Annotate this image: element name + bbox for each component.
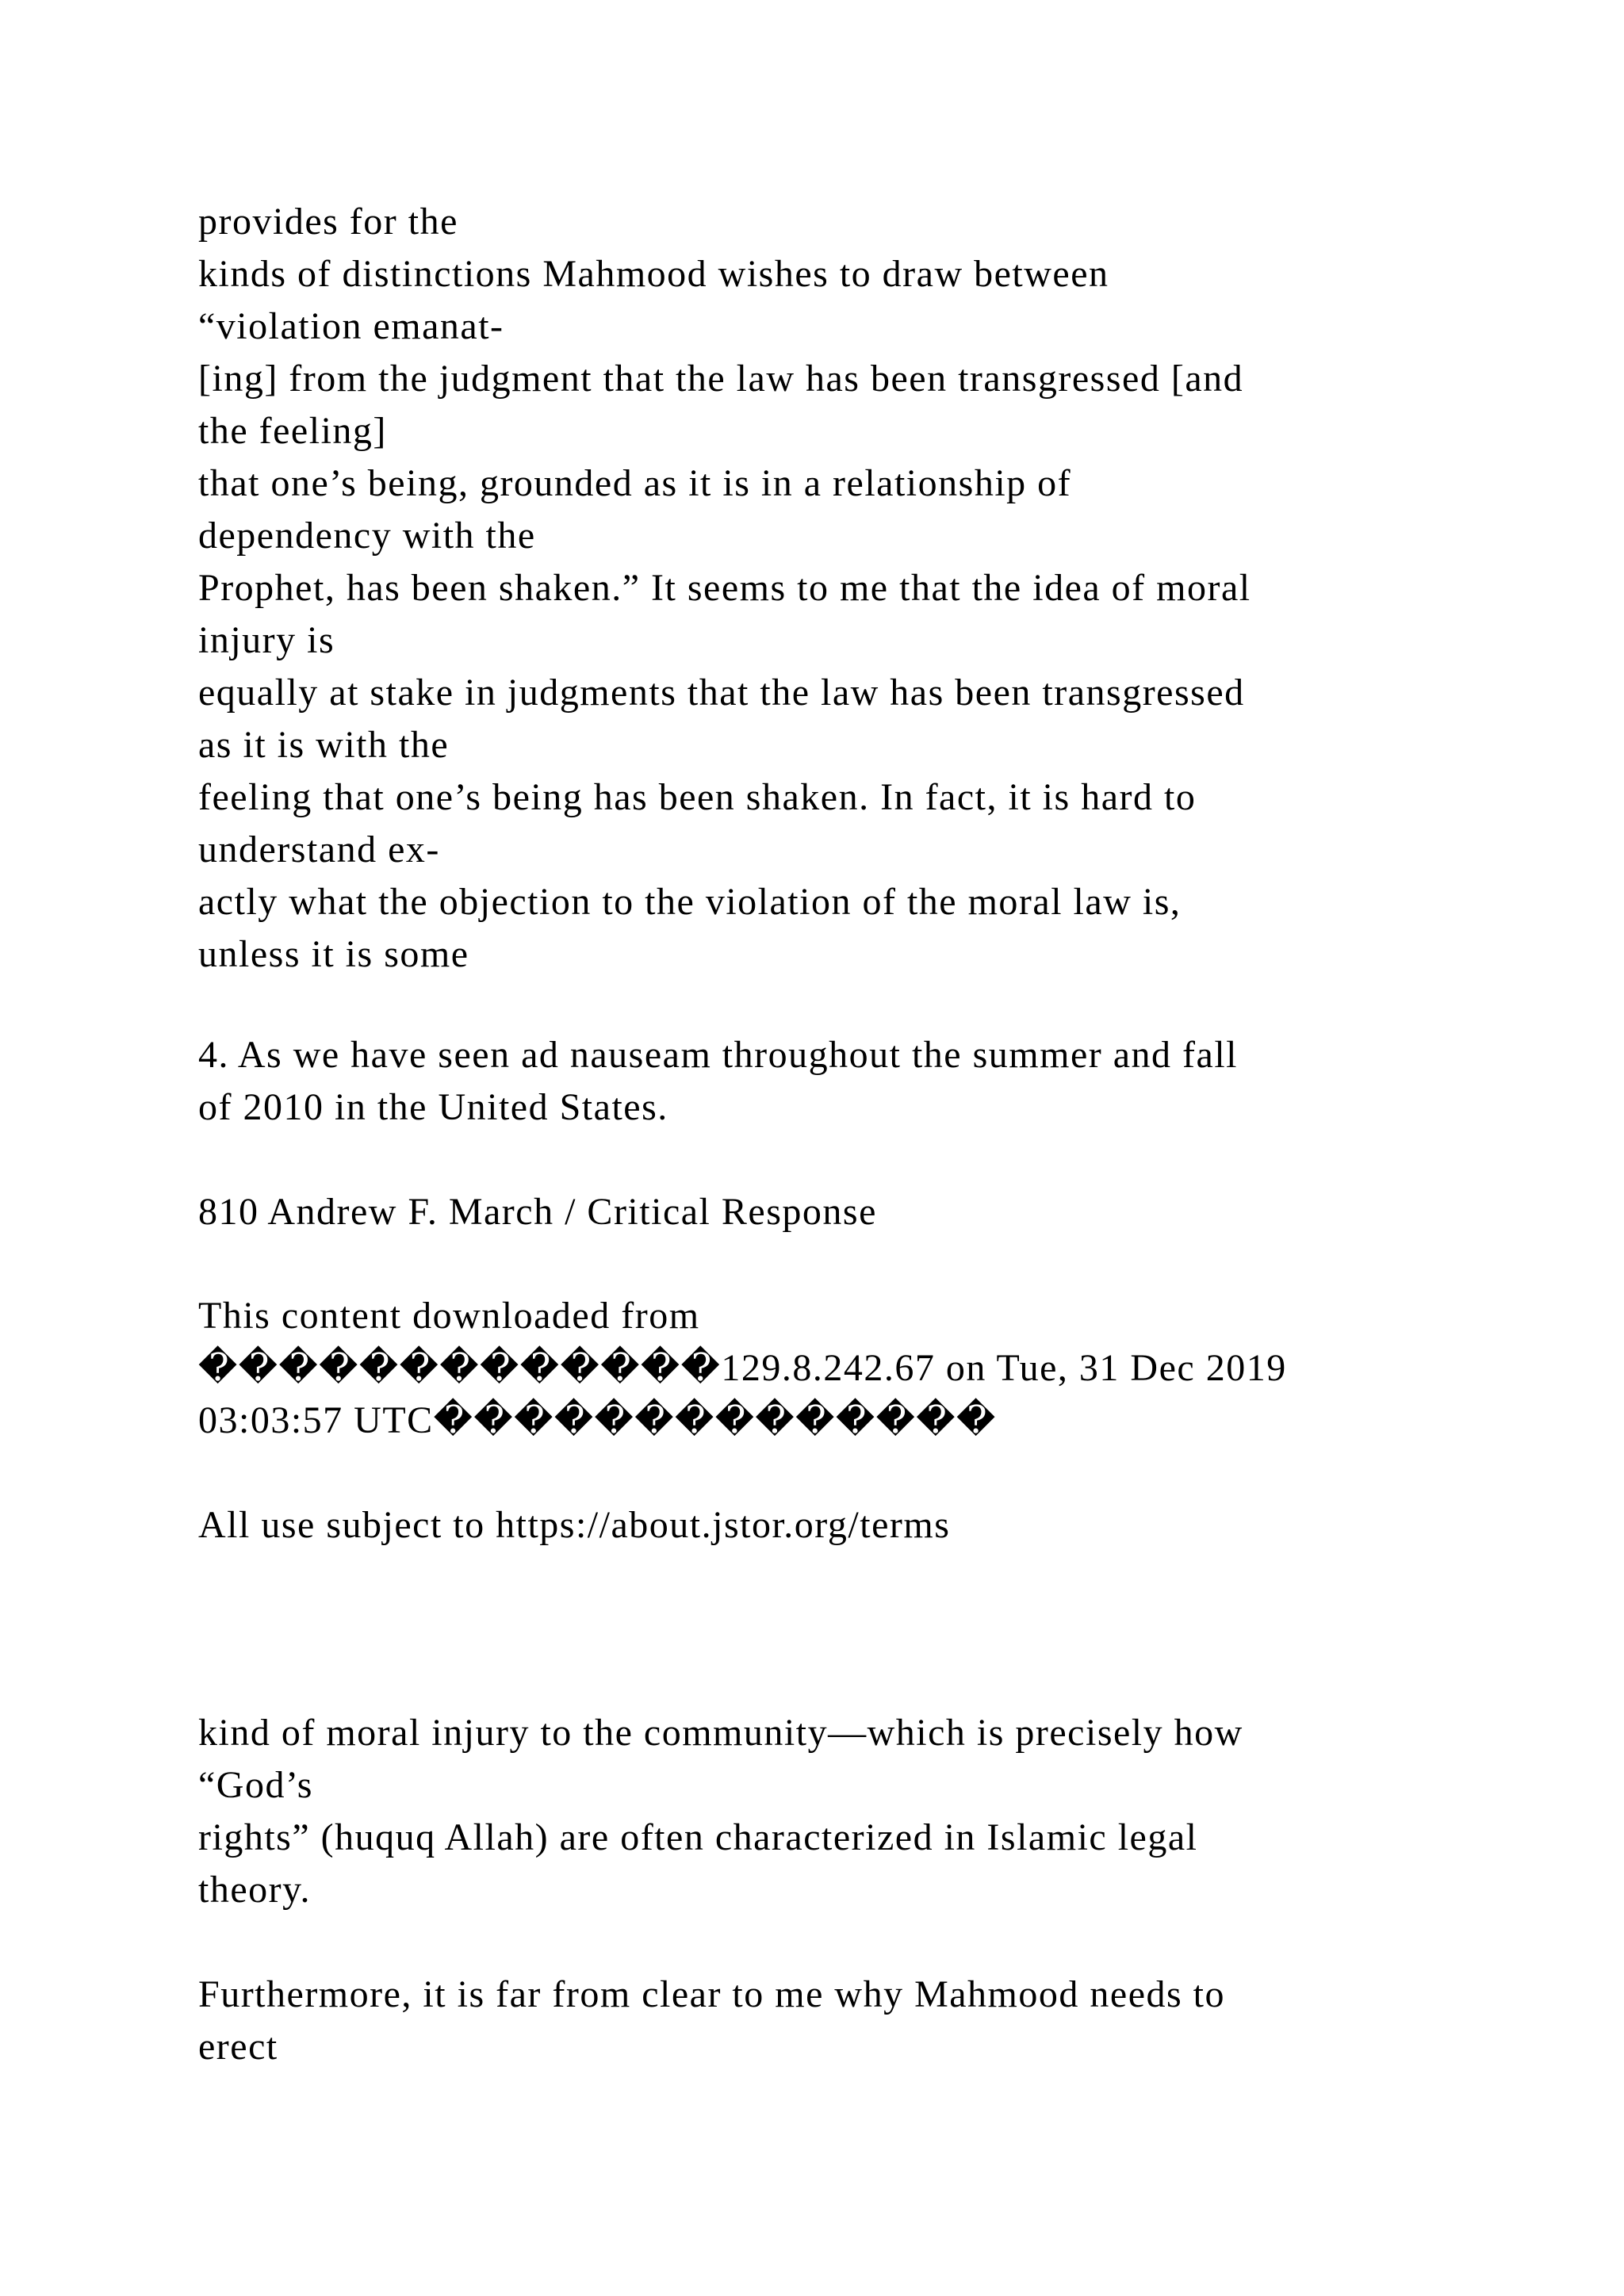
text-line: [ing] from the judgment that the law has been transgressed [and bbox=[198, 358, 1244, 400]
text-line: “violation emanat- bbox=[198, 305, 504, 347]
footnote bbox=[198, 1029, 1499, 1134]
terms-text: All use subject to https://about.jstor.org/terms bbox=[198, 1504, 951, 1546]
text-line: unless it is some bbox=[198, 933, 469, 975]
text-line: “God’s bbox=[198, 1764, 313, 1806]
text-line: understand ex- bbox=[198, 828, 440, 871]
text-line: equally at stake in judgments that the law has been transgressed bbox=[198, 672, 1245, 714]
jstor-download-notice bbox=[198, 1290, 1499, 1447]
text-line: Prophet, has been shaken.” It seems to me that the idea of moral bbox=[198, 567, 1251, 609]
running-footer-text: 810 Andrew F. March / Critical Response bbox=[198, 1191, 877, 1233]
text-line: provides for the bbox=[198, 201, 458, 243]
text-line: dependency with the bbox=[198, 515, 536, 557]
text-line: kinds of distinctions Mahmood wishes to draw between bbox=[198, 253, 1109, 295]
text-line: erect bbox=[198, 2026, 278, 2068]
body-paragraph bbox=[198, 1707, 1499, 1916]
notice-line: �������������129.8.242.67 on Tue, 31 Dec 2019 bbox=[198, 1347, 1287, 1389]
jstor-terms bbox=[198, 1499, 1499, 1552]
text-line: Furthermore, it is far from clear to me why Mahmood needs to bbox=[198, 1973, 1226, 2015]
text-line: kind of moral injury to the community—which is precisely how bbox=[198, 1712, 1243, 1754]
text-line: injury is bbox=[198, 619, 335, 661]
text-line: theory. bbox=[198, 1869, 312, 1911]
running-footer bbox=[198, 1186, 1499, 1238]
text-line: actly what the objection to the violation of the moral law is, bbox=[198, 881, 1182, 923]
footnote-line: 4. As we have seen ad nauseam throughout the summer and fall bbox=[198, 1034, 1238, 1076]
text-line: feeling that one’s being has been shaken. In fact, it is hard to bbox=[198, 776, 1197, 818]
text-line: that one’s being, grounded as it is in a relationship of bbox=[198, 462, 1072, 504]
footnote-line: of 2010 in the United States. bbox=[198, 1086, 668, 1128]
notice-line: 03:03:57 UTC�������������� bbox=[198, 1399, 997, 1441]
body-paragraph bbox=[198, 196, 1499, 981]
notice-line: This content downloaded from bbox=[198, 1295, 700, 1337]
text-line: the feeling] bbox=[198, 410, 387, 452]
text-line: rights” (huquq Allah) are often characterized in Islamic legal bbox=[198, 1816, 1198, 1858]
text-line: as it is with the bbox=[198, 724, 450, 766]
body-paragraph bbox=[198, 1969, 1499, 2073]
